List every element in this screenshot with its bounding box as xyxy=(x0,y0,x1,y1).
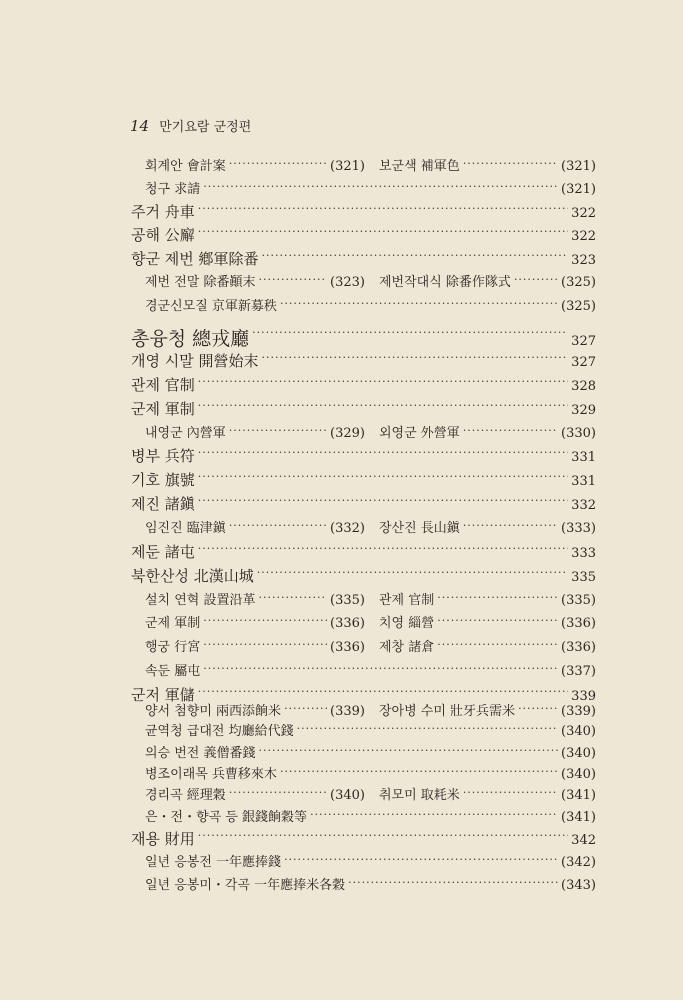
toc-entry-page: 331 xyxy=(571,474,596,489)
toc-entry-title: 총융청 總戎廳 xyxy=(131,328,250,350)
toc-entry-title: 주거 舟車 xyxy=(131,203,195,221)
toc-entry xyxy=(145,851,596,870)
leader-dots xyxy=(198,399,568,414)
toc-entry-page: 329 xyxy=(571,403,596,418)
toc-entry-title: 장아병 수미 壯牙兵需米 xyxy=(379,704,516,719)
toc-entry-title: 군저 軍儲 xyxy=(131,686,195,704)
toc-entry xyxy=(131,445,596,466)
toc-entry xyxy=(145,155,596,174)
leader-dots xyxy=(198,225,568,240)
toc-entry xyxy=(145,660,596,679)
leader-dots xyxy=(518,702,558,715)
toc-entry xyxy=(131,541,596,562)
toc-entry xyxy=(131,565,596,586)
leader-dots xyxy=(437,614,558,627)
toc-entry xyxy=(145,271,596,290)
toc-entry-page: (336) xyxy=(561,616,596,631)
toc-entry-page: (343) xyxy=(561,878,596,893)
leader-dots xyxy=(257,566,568,581)
toc-entry-title: 공해 公廨 xyxy=(131,226,195,244)
toc-entry-title: 설치 연혁 設置沿革 xyxy=(145,593,256,608)
leader-dots xyxy=(198,542,568,557)
toc-entry-page: (321) xyxy=(561,159,596,174)
toc-entry-title: 군제 軍制 xyxy=(131,400,195,418)
toc-entry-title: 제창 諸倉 xyxy=(379,640,435,655)
leader-dots xyxy=(280,297,558,310)
toc-entry-page: 333 xyxy=(571,546,596,561)
toc-entry-page: (321) xyxy=(561,182,596,197)
leader-dots xyxy=(252,326,568,345)
toc-entry xyxy=(131,469,596,490)
toc-entry-page: 332 xyxy=(571,498,596,513)
book-title: 만기요람 군정편 xyxy=(159,120,252,135)
toc-entry xyxy=(145,178,596,197)
leader-dots xyxy=(259,273,328,286)
toc-entry xyxy=(131,201,596,222)
toc-entry xyxy=(145,806,596,825)
leader-dots xyxy=(297,722,558,735)
toc-entry-title: 경리곡 經理穀 xyxy=(145,788,226,803)
leader-dots xyxy=(280,765,558,778)
leader-dots xyxy=(229,157,327,170)
toc-entry xyxy=(131,224,596,245)
toc-entry xyxy=(131,324,596,351)
toc-entry-title: 보군색 補軍色 xyxy=(379,159,460,174)
toc-entry-page: 331 xyxy=(571,450,596,465)
toc-entry-title: 치영 緇營 xyxy=(379,616,435,631)
toc-entry-page: (339) xyxy=(330,704,365,719)
toc-entry xyxy=(131,493,596,514)
toc-entry xyxy=(145,636,596,655)
toc-entry-page: (341) xyxy=(561,788,596,803)
leader-dots xyxy=(463,786,558,799)
leader-dots xyxy=(198,829,568,844)
leader-dots xyxy=(198,202,568,217)
toc-entry-title: 제번작대식 除番作隊式 xyxy=(379,275,511,290)
leader-dots xyxy=(514,273,558,286)
toc-entry xyxy=(145,422,596,441)
leader-dots xyxy=(203,180,558,193)
toc-entry-page: (329) xyxy=(330,426,365,441)
toc-entry xyxy=(145,295,596,314)
leader-dots xyxy=(262,351,569,366)
toc-entry xyxy=(145,763,596,782)
toc-entry-title: 경군신모질 京軍新募秩 xyxy=(145,299,277,314)
toc-entry-page: (321) xyxy=(330,159,365,174)
page-number: 14 xyxy=(130,117,150,135)
toc-entry-title: 행궁 行宮 xyxy=(145,640,201,655)
leader-dots xyxy=(284,702,327,715)
toc-entry-title: 관제 官制 xyxy=(131,376,195,394)
toc-entry-page: (323) xyxy=(330,275,365,290)
toc-entry xyxy=(145,612,596,631)
toc-entry xyxy=(145,742,596,761)
toc-entry-title: 개영 시말 開營始末 xyxy=(131,352,259,370)
toc-entry-page: 335 xyxy=(571,570,596,585)
leader-dots xyxy=(198,375,568,390)
leader-dots xyxy=(437,591,558,604)
toc-entry-page: (335) xyxy=(330,593,365,608)
leader-dots xyxy=(437,638,558,651)
leader-dots xyxy=(463,424,558,437)
leader-dots xyxy=(203,638,327,651)
toc-entry-title: 양서 첨향미 兩西添餉米 xyxy=(145,704,282,719)
leader-dots xyxy=(229,424,327,437)
toc-entry-page: (340) xyxy=(561,724,596,739)
leader-dots xyxy=(262,249,569,264)
toc-entry-page: 322 xyxy=(571,206,596,221)
toc-entry-title: 의승 번전 義僧番錢 xyxy=(145,746,256,761)
toc-entry-page: (340) xyxy=(561,746,596,761)
toc-entry-title: 북한산성 北漢山城 xyxy=(131,567,254,585)
toc-entry-page: 322 xyxy=(571,229,596,244)
toc-entry-page: (337) xyxy=(561,664,596,679)
toc-entry xyxy=(145,874,596,893)
leader-dots xyxy=(203,662,558,675)
leader-dots xyxy=(463,519,558,532)
toc-entry-title: 내영군 內營軍 xyxy=(145,426,226,441)
leader-dots xyxy=(198,494,568,509)
toc-entry-title: 은・전・향곡 등 銀錢餉穀等 xyxy=(145,810,308,825)
toc-entry-page: 327 xyxy=(571,334,596,349)
leader-dots xyxy=(198,446,568,461)
toc-entry-page: (335) xyxy=(561,593,596,608)
toc-entry-title: 임진진 臨津鎭 xyxy=(145,521,226,536)
toc-entry-title: 재용 財用 xyxy=(131,830,195,848)
toc-entry-title: 청구 求請 xyxy=(145,182,201,197)
toc-entry-title: 병조이래목 兵曹移來木 xyxy=(145,767,277,782)
toc-entry-page: (336) xyxy=(330,640,365,655)
toc-entry-page: (341) xyxy=(561,810,596,825)
toc-entry-page: (340) xyxy=(561,767,596,782)
leader-dots xyxy=(259,744,559,757)
leader-dots xyxy=(229,786,327,799)
toc-entry-title: 일년 응봉전 一年應捧錢 xyxy=(145,855,282,870)
toc-entry-title: 장산진 長山鎭 xyxy=(379,521,460,536)
toc-entry xyxy=(145,517,596,536)
toc-entry xyxy=(131,248,596,269)
toc-entry xyxy=(131,374,596,395)
toc-entry xyxy=(131,828,596,849)
toc-entry xyxy=(131,350,596,371)
toc-entry-page: (325) xyxy=(561,299,596,314)
toc-entry-title: 병부 兵符 xyxy=(131,447,195,465)
toc-entry-page: (330) xyxy=(561,426,596,441)
leader-dots xyxy=(284,853,558,866)
toc-entry-page: (339) xyxy=(561,704,596,719)
toc-entry-title: 기호 旗號 xyxy=(131,471,195,489)
toc-entry-page: (336) xyxy=(561,640,596,655)
toc-entry-page: 339 xyxy=(571,689,596,704)
toc-entry-page: (325) xyxy=(561,275,596,290)
toc-entry-title: 향군 제번 鄕軍除番 xyxy=(131,250,259,268)
toc-entry-title: 제번 전말 除番顚末 xyxy=(145,275,256,290)
leader-dots xyxy=(348,876,558,889)
toc-entry xyxy=(145,700,596,719)
toc-entry-title: 군제 軍制 xyxy=(145,616,201,631)
toc-entry-page: (333) xyxy=(561,521,596,536)
toc-entry-page: (342) xyxy=(561,855,596,870)
toc-entry-title: 일년 응봉미・각곡 一年應捧米各穀 xyxy=(145,878,346,893)
toc-entry-title: 제둔 諸屯 xyxy=(131,543,195,561)
toc-entry-title: 속둔 屬屯 xyxy=(145,664,201,679)
toc-entry-title: 회계안 會計案 xyxy=(145,159,226,174)
toc-entry-title: 취모미 取耗米 xyxy=(379,788,460,803)
leader-dots xyxy=(203,614,327,627)
toc-entry-page: (336) xyxy=(330,616,365,631)
toc-entry-page: 327 xyxy=(571,355,596,370)
leader-dots xyxy=(463,157,558,170)
leader-dots xyxy=(259,591,328,604)
toc-entry xyxy=(145,720,596,739)
toc-entry-page: (340) xyxy=(330,788,365,803)
toc-entry xyxy=(145,784,596,803)
toc-entry-page: 328 xyxy=(571,379,596,394)
leader-dots xyxy=(310,808,558,821)
toc-entry xyxy=(131,398,596,419)
leader-dots xyxy=(229,519,327,532)
toc-entry-title: 외영군 外營軍 xyxy=(379,426,460,441)
leader-dots xyxy=(198,685,568,700)
toc-entry xyxy=(145,589,596,608)
toc-entry-title: 관제 官制 xyxy=(379,593,435,608)
toc-entry-page: 342 xyxy=(571,833,596,848)
toc-entry-title: 균역청 급대전 均廳給代錢 xyxy=(145,724,294,739)
toc-entry-page: 323 xyxy=(571,253,596,268)
toc-entry-page: (332) xyxy=(330,521,365,536)
leader-dots xyxy=(198,470,568,485)
toc-entry-title: 제진 諸鎭 xyxy=(131,495,195,513)
